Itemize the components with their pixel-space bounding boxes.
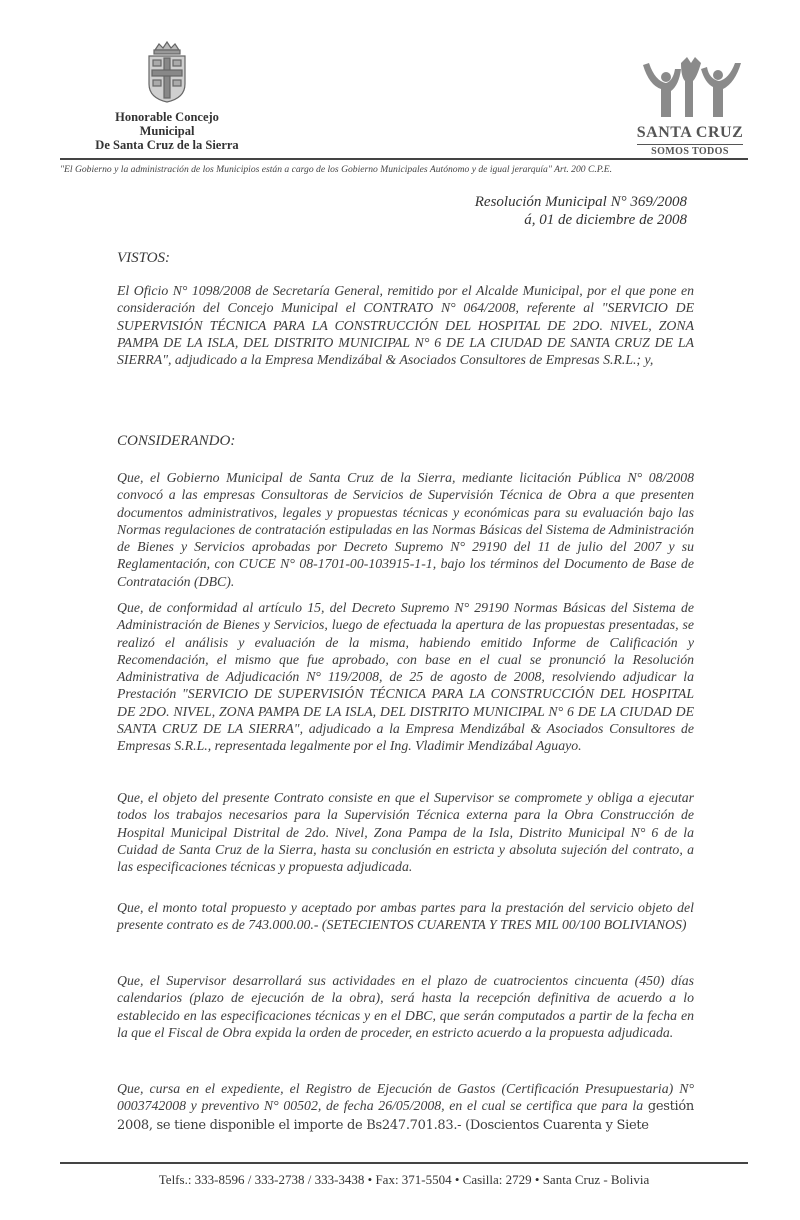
paragraph-presupuesto-part2: gestión 2008, se tiene disponible el importe de Bs247.701.83.- (Doscientos Cuarenta y Siete	[117, 1099, 694, 1133]
logo-divider	[637, 144, 743, 145]
paragraph-presupuesto	[117, 1080, 694, 1134]
people-figures-icon	[635, 55, 745, 117]
paragraph-monto: Que, el monto total propuesto y aceptado por ambas partes para la prestación del servicio objeto del presente contrato es de 743.000.00.- (SETECIENTOS CUARENTA Y TRES MIL 00/100 BOLIVIANOS)	[117, 900, 694, 933]
paragraph-adjudicacion: Que, de conformidad al artículo 15, del Decreto Supremo N° 29190 Normas Básicas del Sistema de Administración de Bienes y Servicios, luego de efectuada la apertura de las propuestas presentadas, se realizó el análisis y evaluación de la misma, habiendo emitido Informe de Calificación y Recomendación, el mismo que fue aprobado, con base en el cual se pronunció la Resolución Administrativa de Adjudicación N° 119/2008, de 25 de agosto de 2008, resolviendo adjudicar la Prestación "SERVICIO DE SUPERVISIÓN TÉCNICA PARA LA CONSTRUCCIÓN DEL HOSPITAL DE 2DO. NIVEL, ZONA PAMPA DE LA ISLA, DEL DISTRITO MUNICIPAL N° 6 DE LA CIUDAD DE SANTA CRUZ DE LA SIERRA", adjudicado a la Empresa Mendizábal & Asociados Consultores de Empresas S.R.L., representada legalmente por el Ing. Vladimir Mendizábal Aguayo.	[117, 600, 694, 754]
footer-divider	[60, 1162, 748, 1164]
paragraph-plazo: Que, el Supervisor desarrollará sus actividades en el plazo de cuatrocientos cincuenta (450) días calendarios (plazo de ejecución de la obra), será hasta la recepción definitiva de acuerdo a lo establecido en las especificaciones técnicas y en el DBC, que serán computados a partir de la fecha en la que el Fiscal de Obra expida la orden de proceder, en estricto acuerdo a la propuesta adjudicada.	[117, 973, 694, 1040]
header-divider	[60, 158, 748, 160]
vistos-heading: VISTOS:	[117, 250, 171, 266]
resolution-block	[475, 193, 687, 229]
considerando-heading: CONSIDERANDO:	[117, 433, 236, 449]
resolution-number: Resolución Municipal N° 369/2008	[474, 194, 687, 210]
logo-title: SANTA CRUZ	[636, 124, 744, 141]
municipal-crest-icon	[141, 40, 193, 104]
santa-cruz-logo	[630, 55, 750, 157]
paragraph-licitacion: Que, el Gobierno Municipal de Santa Cruz de la Sierra, mediante licitación Pública N° 08/2008 convocó a las empresas Consultoras de Servicios de Supervisión Técnica de Obra a que presenten documentos administrativos, legales y propuestas técnicas y económicas para su evaluación bajo las Normas regulaciones de contratación estipuladas en las Normas Básicas del Sistema de Administración de Bienes y Servicios aprobadas por Decreto Supremo N° 29190 del 11 de julio del 2007 y su Reglamentación, con CUCE N° 08-1701-00-103915-1-1, bajo los términos del Documento de Base de Contratación (DBC).	[117, 470, 694, 589]
vistos-paragraph: El Oficio N° 1098/2008 de Secretaría General, remitido por el Alcalde Municipal, por el que pone en consideración del Concejo Municipal el CONTRATO N° 064/2008, referente al "SERVICIO DE SUPERVISIÓN TÉCNICA PARA LA CONSTRUCCIÓN DEL HOSPITAL DE 2DO. NIVEL, ZONA PAMPA DE LA ISLA, DEL DISTRITO MUNICIPAL N° 6 DE LA CIUDAD DE SANTA CRUZ DE LA SIERRA", adjudicado a la Empresa Mendizábal & Asociados Consultores de Empresas S.R.L.; y,	[117, 283, 694, 368]
resolution-date: á, 01 de diciembre de 2008	[524, 212, 687, 228]
constitution-quote: "El Gobierno y la administración de los Municipios están a cargo de los Gobierno Municipales Autónomo y de igual jerarquía" Art. 200 C.P.E.	[60, 164, 613, 175]
paragraph-presupuesto-part1: Que, cursa en el expediente, el Registro de Ejecución de Gastos (Certificación Presupuestaria) N° 0003742008 y preventivo N° 00502, de fecha 26/05/2008, en el cual se certifica que para la	[117, 1081, 694, 1114]
council-name-line2: De Santa Cruz de la Sierra	[95, 138, 239, 152]
council-header	[92, 40, 242, 152]
council-name-line1: Honorable Concejo Municipal	[115, 110, 219, 138]
footer-contact: Telfs.: 333-8596 / 333-2738 / 333-3438 • Fax: 371-5504 • Casilla: 2729 • Santa Cruz - Bolivia	[158, 1172, 650, 1187]
logo-slogan: SOMOS TODOS	[651, 146, 729, 157]
paragraph-objeto: Que, el objeto del presente Contrato consiste en que el Supervisor se compromete y obliga a ejecutar todos los trabajos necesarios para la Supervisión Técnica externa para la Obra Construcción de Hospital Municipal Distrital de 2do. Nivel, Zona Pampa de la Isla, Distrito Municipal N° 6 de la Cuidad de Santa Cruz de la Sierra, hasta su conclusión en estricta y absoluta sujeción del contrato, a las especificaciones técnicas y propuesta adjudicada.	[117, 790, 694, 875]
